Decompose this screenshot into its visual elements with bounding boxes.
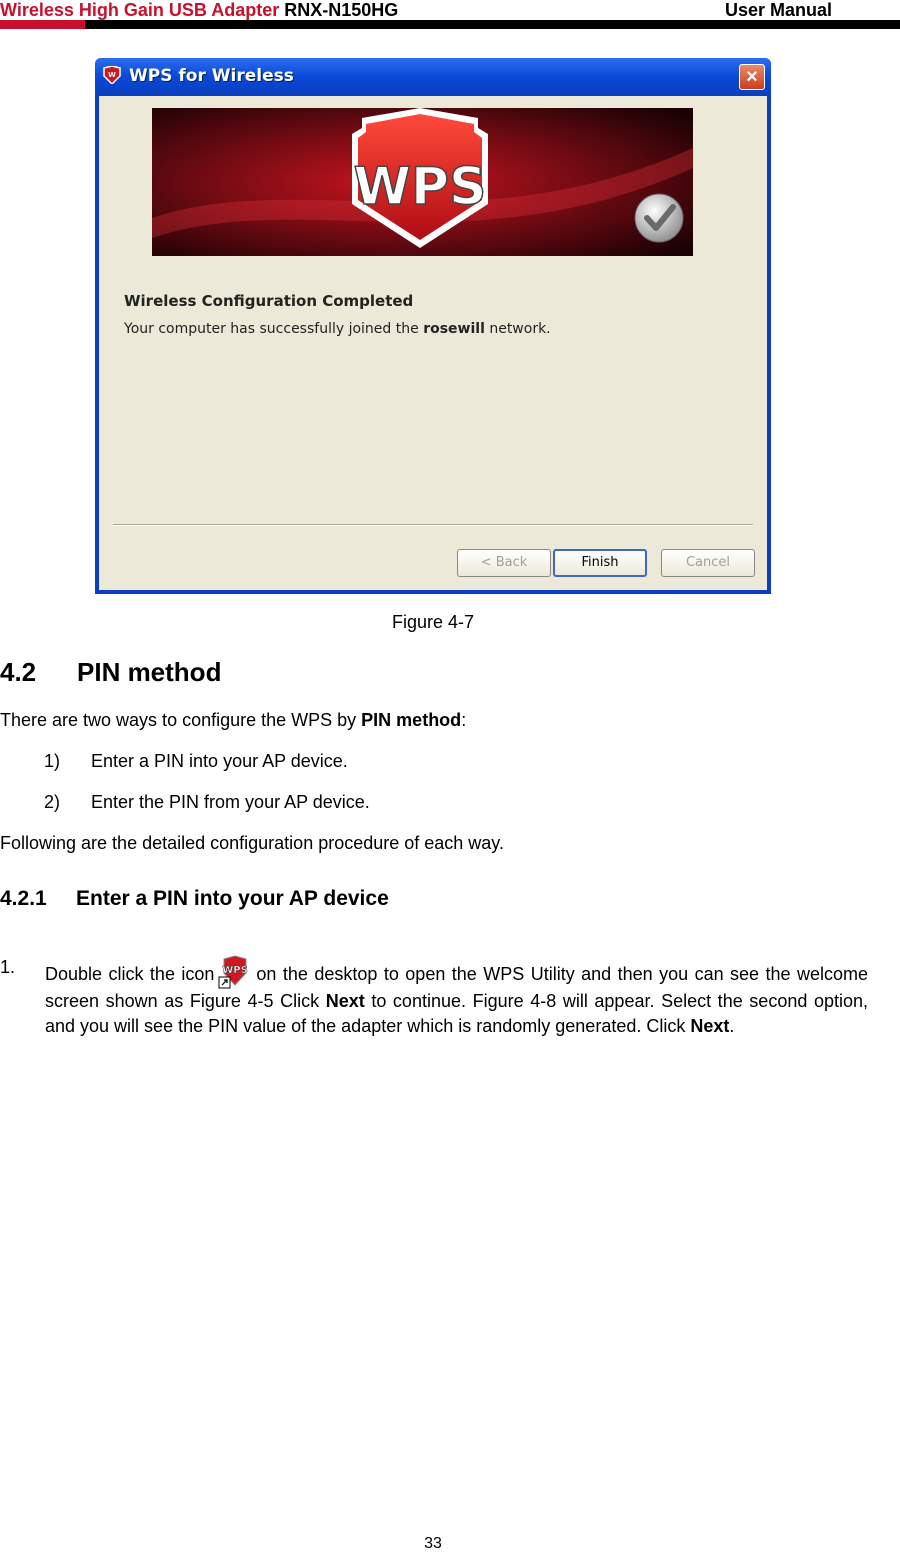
header-product: Wireless High Gain USB Adapter (0, 0, 280, 20)
step-text-part: . (729, 1016, 735, 1036)
step-text-part: to continue. Figure 4-8 will appear. Select the second option, and you will see the PIN value of the adapter which is randomly generated. Click (45, 991, 868, 1036)
header-model: RNX-N150HG (284, 0, 399, 20)
wps-window-screenshot (95, 58, 771, 594)
section-title: PIN method (77, 657, 222, 687)
wps-desktop-icon (218, 955, 252, 989)
step-text-part: on the desktop to open the WPS Utility and then you can see the welcome screen shown as Figure 4-5 Click (45, 964, 868, 1011)
step-bold-next: Next (325, 991, 365, 1011)
completion-message (124, 321, 551, 337)
intro-text: There are two ways to configure the WPS by (0, 710, 362, 730)
section-heading (0, 657, 221, 688)
wps-logo-text: WPS (353, 157, 487, 217)
cancel-button[interactable]: Cancel (661, 549, 755, 577)
list-text: Enter a PIN into your AP device. (91, 751, 348, 771)
intro-bold: PIN method (361, 710, 462, 730)
window-body (99, 96, 767, 590)
intro-colon: : (461, 710, 467, 730)
header-doc-title: User Manual (725, 0, 833, 20)
list-text: Enter the PIN from your AP device. (91, 792, 370, 812)
wps-app-icon (103, 66, 121, 84)
list-number: 1) (44, 751, 61, 771)
subsection-heading (0, 887, 389, 911)
completion-heading: Wireless Configuration Completed (124, 292, 414, 310)
page-number: 33 (424, 1535, 442, 1552)
page-header (0, 0, 900, 30)
subsection-title: Enter a PIN into your AP device (76, 887, 389, 910)
following-paragraph: Following are the detailed configuration procedure of each way. (0, 833, 504, 853)
list-item (44, 751, 348, 772)
subsection-number: 4.2.1 (0, 887, 47, 910)
svg-text:W: W (108, 71, 116, 79)
window-title: WPS for Wireless (129, 66, 294, 86)
network-name: rosewill (423, 321, 485, 337)
figure-caption: Figure 4-7 (391, 612, 475, 632)
svg-text:WPS: WPS (222, 965, 249, 976)
step-number: 1. (0, 957, 16, 977)
message-after: network. (489, 321, 551, 337)
close-button[interactable]: × (739, 64, 765, 90)
wps-banner (152, 108, 693, 256)
step-text-part: Double click the icon (45, 964, 215, 984)
message-before: Your computer has successfully joined the (124, 321, 419, 337)
button-separator (113, 524, 753, 526)
header-rule (0, 20, 900, 29)
header-left (0, 0, 398, 21)
section-number: 4.2 (0, 657, 37, 687)
intro-paragraph (0, 710, 466, 731)
step-text (45, 955, 868, 1039)
list-number: 2) (44, 792, 61, 812)
success-check-icon (635, 194, 683, 242)
finish-button[interactable]: Finish (553, 549, 647, 577)
window-titlebar (95, 58, 771, 96)
step-bold-next: Next (690, 1016, 730, 1036)
back-button[interactable]: < Back (457, 549, 551, 577)
list-item (44, 792, 370, 813)
